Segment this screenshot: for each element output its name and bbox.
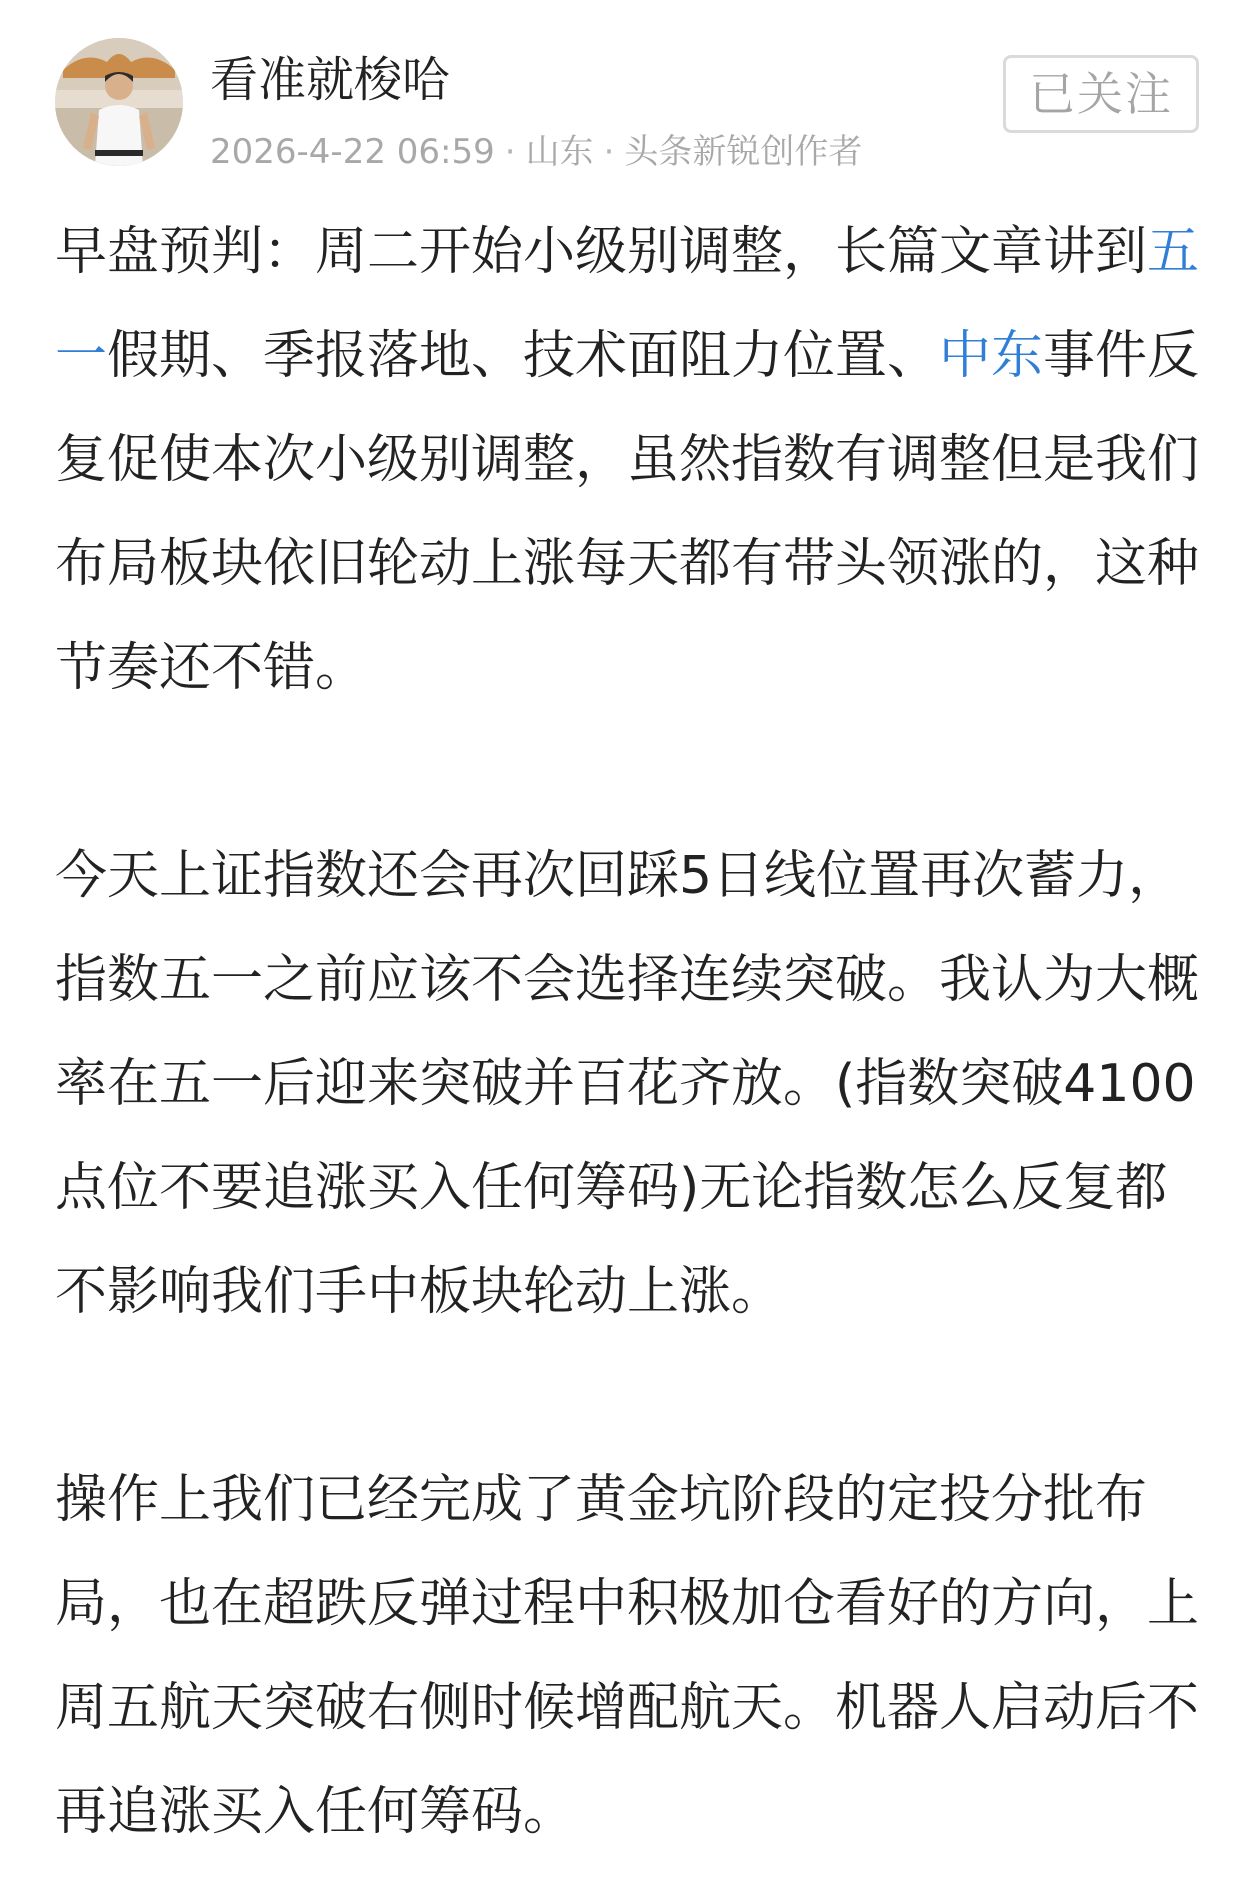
paragraph-1-text-b: 假期、季报落地、技术面阻力位置、 <box>107 326 940 386</box>
author-name[interactable]: 看准就梭哈 <box>210 52 451 108</box>
author-badge: 头条新锐创作者 <box>624 132 863 172</box>
meta-separator: · <box>504 132 516 172</box>
post-datetime: 2026-4-22 06:59 <box>210 132 495 172</box>
post-header <box>0 0 1260 190</box>
paragraph-3: 操作上我们已经完成了黄金坑阶段的定投分批布局，也在超跌反弹过程中积极加仓看好的方向，上周五航天突破右侧时候增配航天。机器人启动后不再追涨买入任何筹码。 <box>55 1470 1200 1842</box>
paragraph-2: 今天上证指数还会再次回踩5日线位置再次蓄力，指数五一之前应该不会选择连续突破。我认为大概率在五一后迎来突破并百花齐放。(指数突破4100点位不要追涨买入任何筹码)无论指数怎么反复都不影响我们手中板块轮动上涨。 <box>55 846 1200 1322</box>
meta-separator: · <box>603 132 615 172</box>
keyword-link-wuyi[interactable]: 五一 <box>55 222 1200 386</box>
keyword-link-zhongdong[interactable]: 中东 <box>939 326 1044 386</box>
paragraph-1-text-a: 早盘预判：周二开始小级别调整，长篇文章讲到 <box>55 222 1148 282</box>
article-body <box>55 200 1215 1864</box>
paragraph-1 <box>55 200 1215 720</box>
follow-button[interactable]: 已关注 <box>1003 55 1199 133</box>
post-meta <box>210 130 862 174</box>
avatar-image <box>55 38 183 166</box>
post-location: 山东 <box>525 132 594 172</box>
author-avatar[interactable] <box>55 38 183 166</box>
paragraph-1-text-c: 事件反复促使本次小级别调整，虽然指数有调整但是我们布局板块依旧轮动上涨每天都有带头领涨的，这种节奏还不错。 <box>55 326 1200 698</box>
